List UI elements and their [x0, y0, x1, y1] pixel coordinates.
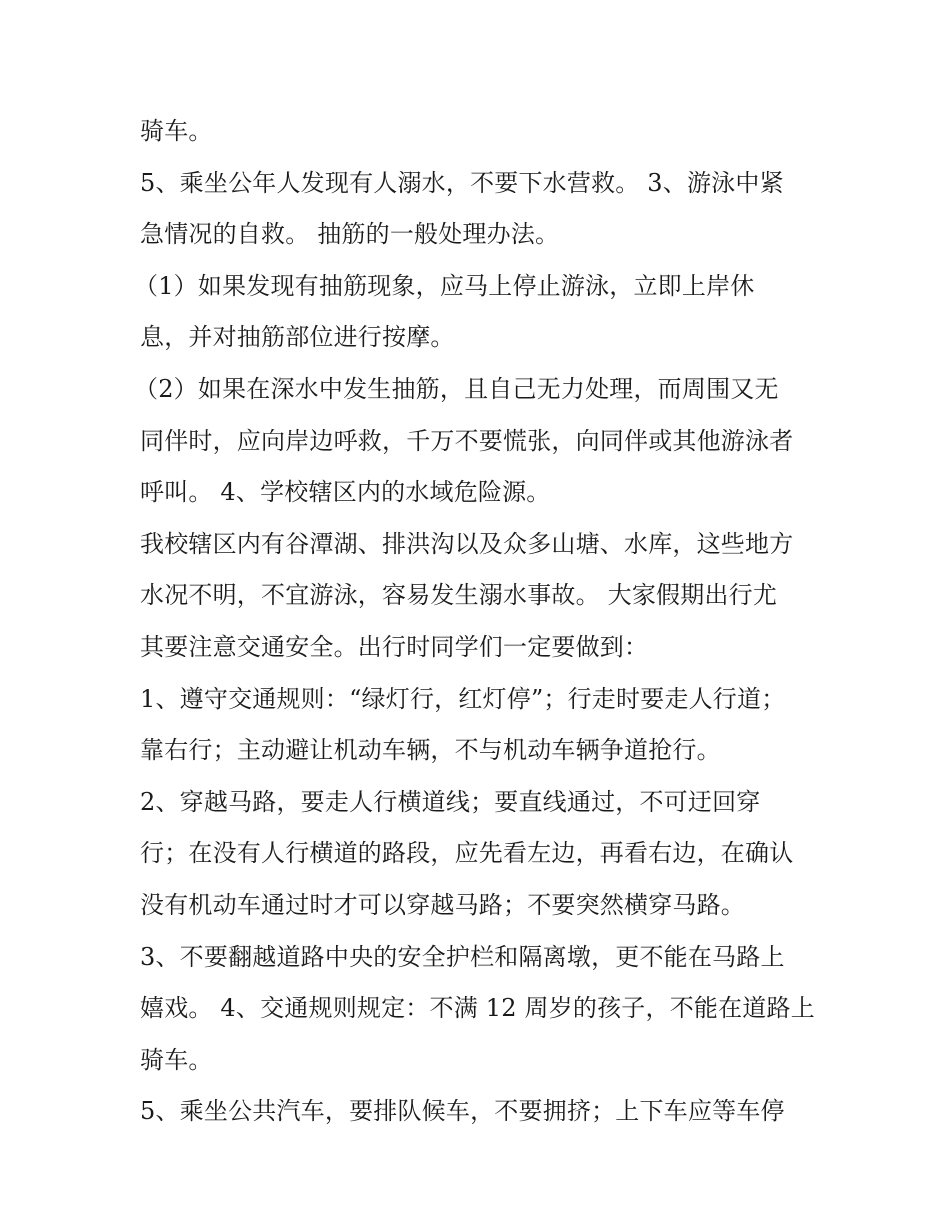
text-line: 5、乘坐公共汽车，要排队候车，不要拥挤；上下车应等车停: [140, 1097, 785, 1126]
text-line: 其要注意交通安全。出行时同学们一定要做到：: [140, 632, 649, 661]
text-line: 5、乘坐公年人发现有人溺水，不要下水营救。 3、游泳中紧: [140, 168, 784, 197]
text-line: 我校辖区内有谷潭湖、排洪沟以及众多山塘、水库，这些地方: [140, 529, 794, 558]
text-line: （1）如果发现有抽筋现象，应马上停止游泳，立即上岸休: [134, 271, 755, 300]
text-line: 靠右行；主动避让机动车辆，不与机动车辆争道抢行。: [140, 736, 721, 765]
text-line: 没有机动车通过时才可以穿越马路；不要突然横穿马路。: [140, 890, 745, 919]
text-line: 2、穿越马路，要走人行横道线；要直线通过，不可迂回穿: [140, 787, 761, 816]
text-line: 骑车。: [140, 117, 213, 145]
text-line: 同伴时，应向岸边呼救，千万不要慌张，向同伴或其他游泳者: [140, 426, 794, 455]
text-line: 呼叫。 4、学校辖区内的水域危险源。: [140, 478, 551, 507]
text-line: 行；在没有人行横道的路段，应先看左边，再看右边，在确认: [140, 839, 794, 868]
text-line: 嬉戏。 4、交通规则规定：不满 12 周岁的孩子，不能在道路上: [140, 994, 815, 1023]
text-line: 1、遵守交通规则：“绿灯行，红灯停”；行走时要走人行道；: [140, 684, 786, 713]
text-line: 水况不明，不宜游泳，容易发生溺水事故。 大家假期出行尤: [140, 581, 778, 610]
text-line: 息，并对抽筋部位进行按摩。: [140, 323, 455, 352]
text-line: （2）如果在深水中发生抽筋，且自己无力处理，而周围又无: [134, 374, 779, 403]
document-body: [134, 106, 830, 1138]
text-line: 急情况的自救。 抽筋的一般处理办法。: [140, 220, 560, 249]
text-line: 3、不要翻越道路中央的安全护栏和隔离墩，更不能在马路上: [140, 942, 785, 971]
text-line: 骑车。: [140, 1045, 213, 1074]
